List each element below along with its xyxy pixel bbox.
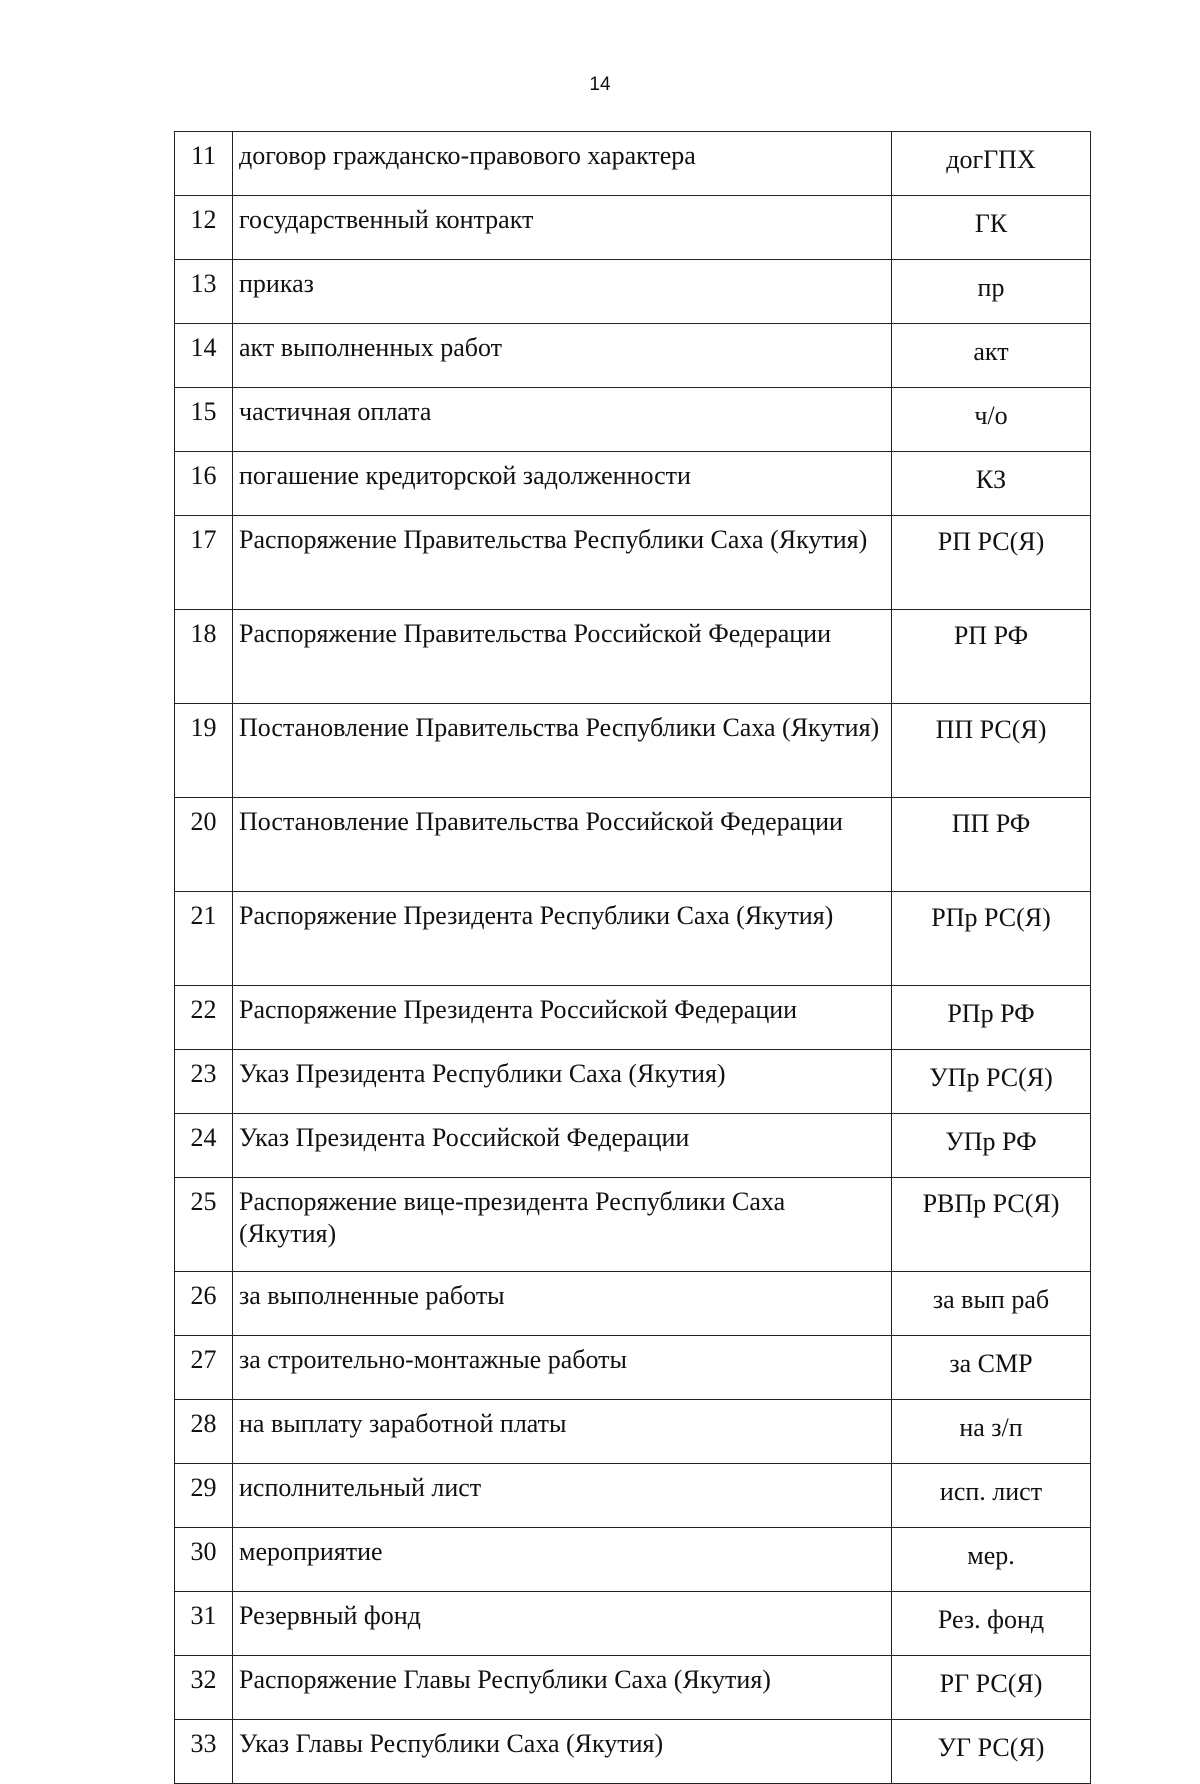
table-row	[175, 132, 1091, 196]
row-abbreviation: КЗ	[892, 452, 1091, 516]
row-number: 13	[175, 260, 233, 324]
row-full-name: Распоряжение Президента Российской Федерации	[233, 986, 892, 1050]
row-full-name: Указ Президента Республики Саха (Якутия)	[233, 1050, 892, 1114]
table-row	[175, 1528, 1091, 1592]
row-abbreviation: пр	[892, 260, 1091, 324]
table-row	[175, 388, 1091, 452]
row-number: 18	[175, 610, 233, 704]
row-abbreviation: мер.	[892, 1528, 1091, 1592]
row-number: 26	[175, 1272, 233, 1336]
table-row	[175, 1720, 1091, 1784]
row-number: 24	[175, 1114, 233, 1178]
table-row	[175, 1336, 1091, 1400]
row-abbreviation: РП РФ	[892, 610, 1091, 704]
row-abbreviation: ч/о	[892, 388, 1091, 452]
row-number: 19	[175, 704, 233, 798]
row-full-name: за строительно-монтажные работы	[233, 1336, 892, 1400]
table-row	[175, 260, 1091, 324]
row-full-name: Указ Президента Российской Федерации	[233, 1114, 892, 1178]
row-full-name: Резервный фонд	[233, 1592, 892, 1656]
row-number: 20	[175, 798, 233, 892]
row-number: 14	[175, 324, 233, 388]
table-row	[175, 1178, 1091, 1272]
table-row	[175, 196, 1091, 260]
row-number: 28	[175, 1400, 233, 1464]
abbreviations-table-body	[175, 132, 1091, 1784]
row-number: 23	[175, 1050, 233, 1114]
row-full-name: частичная оплата	[233, 388, 892, 452]
row-number: 29	[175, 1464, 233, 1528]
row-number: 31	[175, 1592, 233, 1656]
table-row	[175, 324, 1091, 388]
row-full-name: договор гражданско-правового характера	[233, 132, 892, 196]
row-abbreviation: ПП РФ	[892, 798, 1091, 892]
table-row	[175, 516, 1091, 610]
table-row	[175, 1050, 1091, 1114]
row-full-name: Постановление Правительства Российской Федерации	[233, 798, 892, 892]
row-number: 11	[175, 132, 233, 196]
row-abbreviation: исп. лист	[892, 1464, 1091, 1528]
row-full-name: Распоряжение Президента Республики Саха (Якутия)	[233, 892, 892, 986]
row-abbreviation: РВПр РС(Я)	[892, 1178, 1091, 1272]
row-abbreviation: ПП РС(Я)	[892, 704, 1091, 798]
row-abbreviation: за СМР	[892, 1336, 1091, 1400]
row-abbreviation: УПр РС(Я)	[892, 1050, 1091, 1114]
row-full-name: приказ	[233, 260, 892, 324]
row-full-name: Распоряжение вице-президента Республики Саха (Якутия)	[233, 1178, 892, 1272]
row-full-name: Распоряжение Главы Республики Саха (Якутия)	[233, 1656, 892, 1720]
row-abbreviation: на з/п	[892, 1400, 1091, 1464]
row-full-name: погашение кредиторской задолженности	[233, 452, 892, 516]
row-number: 32	[175, 1656, 233, 1720]
table-row	[175, 1656, 1091, 1720]
table-row	[175, 452, 1091, 516]
row-number: 22	[175, 986, 233, 1050]
row-full-name: мероприятие	[233, 1528, 892, 1592]
row-abbreviation: УПр РФ	[892, 1114, 1091, 1178]
row-number: 27	[175, 1336, 233, 1400]
row-number: 30	[175, 1528, 233, 1592]
row-abbreviation: РПр РС(Я)	[892, 892, 1091, 986]
table-row	[175, 798, 1091, 892]
abbreviations-table	[174, 131, 1091, 1784]
row-full-name: за выполненные работы	[233, 1272, 892, 1336]
row-number: 15	[175, 388, 233, 452]
row-full-name: исполнительный лист	[233, 1464, 892, 1528]
row-full-name: Распоряжение Правительства Республики Саха (Якутия)	[233, 516, 892, 610]
row-abbreviation: ГК	[892, 196, 1091, 260]
row-number: 16	[175, 452, 233, 516]
table-row	[175, 610, 1091, 704]
page-number: 14	[589, 74, 611, 95]
table-row	[175, 1114, 1091, 1178]
row-abbreviation: РПр РФ	[892, 986, 1091, 1050]
table-row	[175, 1592, 1091, 1656]
row-abbreviation: за вып раб	[892, 1272, 1091, 1336]
row-abbreviation: акт	[892, 324, 1091, 388]
row-number: 21	[175, 892, 233, 986]
row-number: 25	[175, 1178, 233, 1272]
row-full-name: государственный контракт	[233, 196, 892, 260]
row-full-name: Указ Главы Республики Саха (Якутия)	[233, 1720, 892, 1784]
table-row	[175, 1400, 1091, 1464]
row-number: 33	[175, 1720, 233, 1784]
table-row	[175, 986, 1091, 1050]
row-abbreviation: РП РС(Я)	[892, 516, 1091, 610]
table-row	[175, 892, 1091, 986]
row-abbreviation: УГ РС(Я)	[892, 1720, 1091, 1784]
row-full-name: акт выполненных работ	[233, 324, 892, 388]
row-full-name: на выплату заработной платы	[233, 1400, 892, 1464]
row-full-name: Распоряжение Правительства Российской Федерации	[233, 610, 892, 704]
row-number: 12	[175, 196, 233, 260]
row-full-name: Постановление Правительства Республики Саха (Якутия)	[233, 704, 892, 798]
table-row	[175, 1272, 1091, 1336]
row-abbreviation: догГПХ	[892, 132, 1091, 196]
table-row	[175, 1464, 1091, 1528]
row-abbreviation: РГ РС(Я)	[892, 1656, 1091, 1720]
row-number: 17	[175, 516, 233, 610]
row-abbreviation: Рез. фонд	[892, 1592, 1091, 1656]
table-row	[175, 704, 1091, 798]
